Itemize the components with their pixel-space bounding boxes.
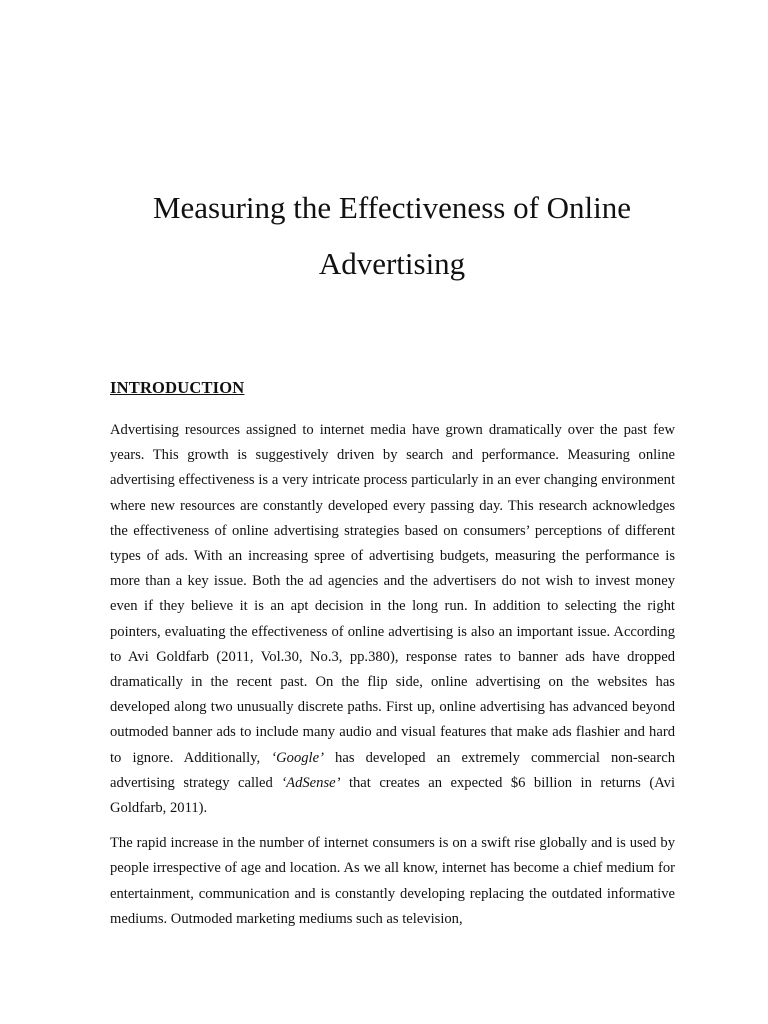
paragraph-1-text-c: that creates an expected $6 billion in returns (Avi Goldfarb, 2011). <box>110 774 676 817</box>
paragraph-1-text-b: has developed an extremely commercial non-search advertising strategy called <box>110 749 675 791</box>
google-emphasis: ‘Google’ <box>271 749 324 766</box>
title-line-1: Measuring the Effectiveness of Online <box>152 190 632 225</box>
paragraph-1-text-a: Advertising resources assigned to internet media have grown dramatically over the past few years. This growth is suggestively driven by search and performance. Measuring online advertising effectiveness is a very intricate process particularly in an ever changing environment where new resources are constantly developed every passing day. This research acknowledges the effectiveness of online advertising strategies based on consumers’ perceptions of different types of ads. With an increasing spree of advertising budgets, measuring the performance is more than a key issue. Both the ad agencies and the advertisers do not wish to invest money even if they believe it is an apt decision in the long run. In addition to selecting the right pointers, evaluating the effectiveness of online advertising is also an important issue. According to Avi Goldfarb (2011, Vol.30, No.3, pp.380), response rates to banner ads have dropped dramatically in the recent past. On the flip side, online advertising on the websites has developed along two unusually discrete paths. First up, online advertising has advanced beyond outmoded banner ads to include many audio and visual features that make ads flashier and hard to ignore. Additionally, <box>110 422 675 766</box>
section-heading: INTRODUCTION <box>110 378 245 397</box>
adsense-emphasis: ‘AdSense’ <box>281 774 341 791</box>
paragraph-1 <box>110 418 675 821</box>
title-line-2: Advertising <box>318 246 466 281</box>
paragraph-2: The rapid increase in the number of internet consumers is on a swift rise globally and is used by people irrespective of age and location. As we all know, internet has become a chief medium for entertainment, communication and is constantly developing replacing the outdated informative mediums. Outmoded marketing mediums such as television, <box>110 835 675 927</box>
document-title <box>60 180 724 292</box>
document-body <box>110 418 675 942</box>
